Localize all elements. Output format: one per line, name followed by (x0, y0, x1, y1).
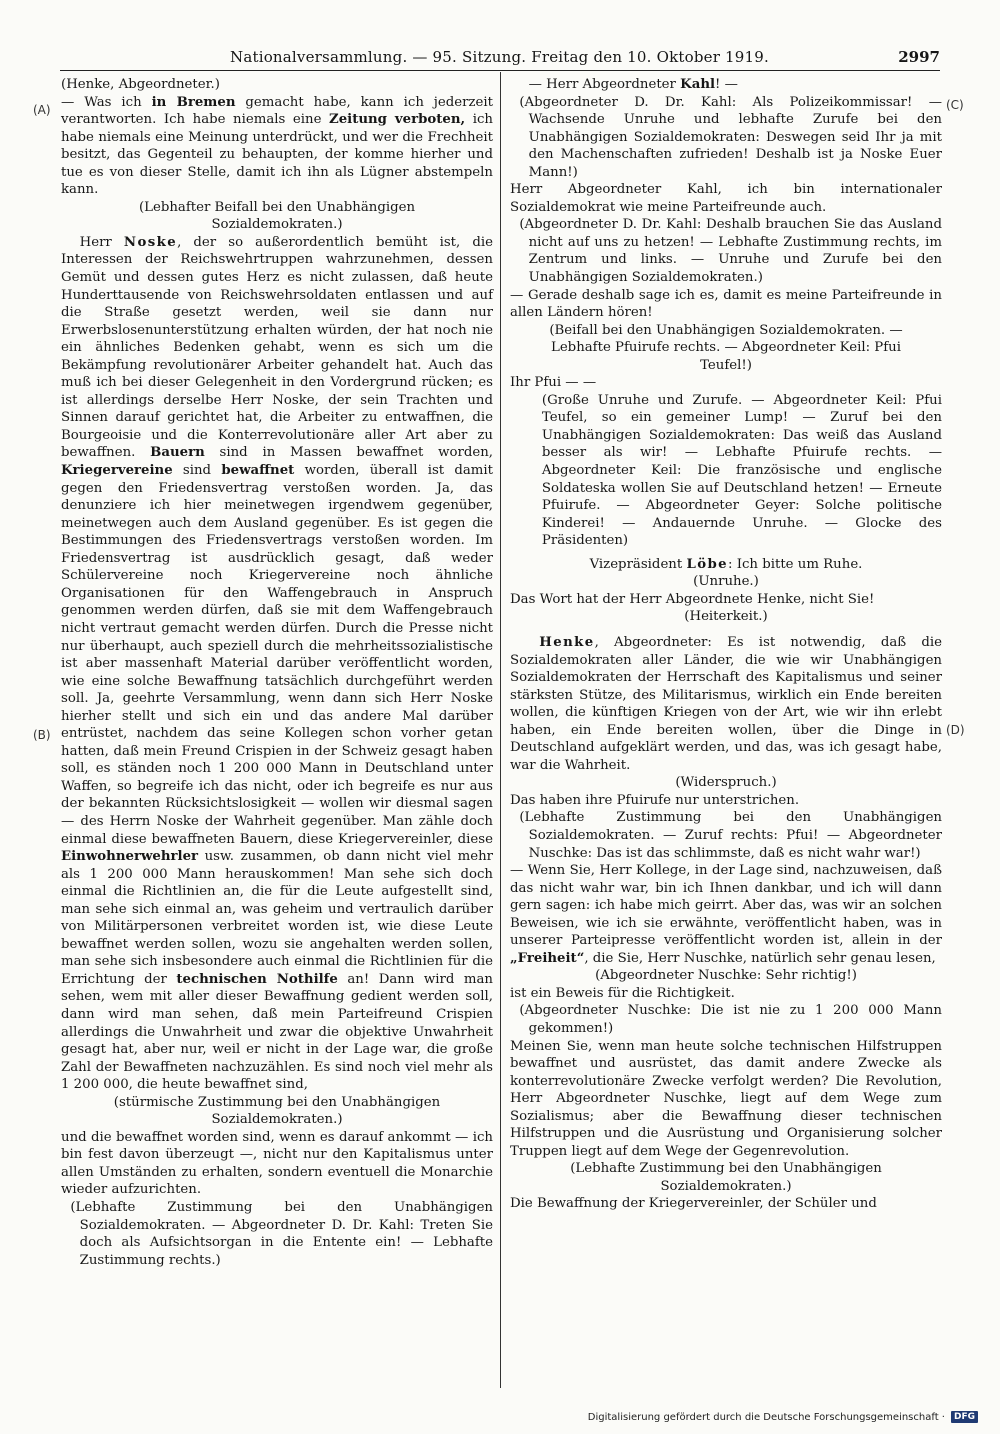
paragraph: Das Wort hat der Herr Abgeordnete Henke, nicht Sie! (510, 591, 875, 607)
emphasis: Einwohnerwehrler (61, 849, 199, 865)
paragraph: Meinen Sie, wenn man heute solche technischen Hilfstruppen bewaffnet und ausrüstet, das damit andere Zwecke als konterrevolutionäre Zwecke verfolgt werden? Die Revolution, Herr Abgeordneter Nuschke, liegt auf dem Wege zum Sozialismus; aber die Bewaffnung dieser technischen Hilfstruppen und die Ausrüstung und Organisierung solcher Truppen liegt auf dem Wege der Gegenrevolution. (510, 1038, 942, 1159)
emphasis: „Freiheit“ (510, 950, 585, 966)
interjection: (Lebhafte Zustimmung bei den Unabhängigen Sozialdemokraten. — Abgeordneter D. Dr. Kahl: Treten Sie doch als Aufsichtsorgan in die Entente ein! — Lebhafte Zustimmung rechts.) (70, 1200, 493, 1268)
left-column (61, 76, 493, 1269)
text-run: — Was ich (61, 94, 152, 110)
text-run: Vizepräsident (589, 556, 687, 572)
text-run: gemacht habe, kann ich jederzeit verantworten. Ich habe niemals eine (61, 94, 493, 128)
interjection: (Lebhafter Beifall bei den Unabhängigen Sozialdemokraten.) (138, 199, 416, 233)
emphasis: bewaffnet (221, 463, 295, 479)
text-run: an! Dann wird man sehen, wem mit aller dieser Bewaffnung gedient werden soll, dann wird man sehen, daß mein Parteifreund Crispien allerdings die Unwahrheit und zwar die objektive Unwahrheit gesagt hat, aber nur, weil er nicht in der Lage war, die große Zahl der Bewaffneten nachzuzählen. Es sind noch viel mehr als 1 200 000, die heute bewaffnet sind, (61, 971, 493, 1093)
text-run: , Abgeordneter: Es ist notwendig, daß die Sozialdemokraten aller Länder, die wie wir Unabhängigen Sozialdemokraten der Herrschaft des Kapitalismus und seiner stärksten Stütze, des Militarismus, wirklich ein Ende bereiten wollen, die künftigen Kriegen von der Art, wie wir ihn erlebt haben, ein Ende bereiten wollen, über die Dinge in Deutschland aufgeklärt werden, und das, was ich gesagt habe, war die Wahrheit. (510, 634, 942, 773)
right-column (510, 76, 942, 1213)
column-divider (500, 72, 501, 1388)
text-run: worden, überall ist damit gegen den Friedensvertrag verstoßen worden. Ja, das denunziere ich hier meinetwegen irgendwem gegenüber, meinetwegen auch dem Ausland gegenüber. Es ist gegen die Bestimmungen des Friedensvertrags verstoßen worden. Im Friedensvertrag ist ausdrücklich gesagt, daß weder Schülervereine noch Kriegervereine noch ähnliche Organisationen für den Waffengebrauch in Anspruch genommen werden dürfen, daß sie mit dem Waffengebrauch nicht vertraut gemacht werden dürfen. Durch die Presse nicht nur überhaupt, auch speziell durch die mehrheitssozialistische ist aber massenhaft Material darüber veröffentlicht worden, wie eine solche Bewaffnung tatsächlich durchgeführt werden soll. Ja, geehrte Versammlung, wenn dann sich Herr Noske hierher stellt und sich ein und das andere Mal darüber entrüstet, nachdem das seine Kollegen schon vorher getan hatten, daß mein Freund Crispien in der Schweiz gesagt haben soll, es ständen noch 1 200 000 Mann in Deutschland unter Waffen, so begreife ich das nicht, oder ich begreife es nur aus der bekannten Rücksichtslosigkeit — wollen wir diesmal sagen — des Herrn Noske der Wahrheit gegenüber. Man zähle doch einmal diese bewaffneten Bauern, diese Kriegervereinler, diese (61, 463, 493, 847)
text-run: — Herr Abgeordneter (528, 77, 681, 92)
paragraph: Herr Abgeordneter Kahl, ich bin internationaler Sozialdemokrat wie meine Parteifreunde auch. (510, 182, 942, 215)
speaker-label: (Henke, Abgeordneter.) (61, 77, 220, 92)
text-run: Herr (79, 234, 124, 250)
text-run: ich habe niemals eine Meinung unterdrückt, und wer die Frechheit besitzt, das Gegenteil zu behaupten, der komme hierher und tue es von dieser Stelle, damit ich ihn als Lügner abstempeln kann. (61, 112, 493, 198)
paragraph: Ihr Pfui — — (510, 375, 597, 391)
interjection: (Abgeordneter Nuschke: Die ist nie zu 1 200 000 Mann gekommen!) (519, 1003, 942, 1036)
text-run: — Wenn Sie, Herr Kollege, in der Lage sind, nachzuweisen, daß das nicht wahr war, bin ich Ihnen dankbar, und ich will dann gern sagen: ich habe mich geirrt. Aber das, was wir an solchen Beweisen, wie ich sie erwähnte, veröffentlicht haben, was in unserer Parteipresse veröffentlicht worden ist, allein in der (510, 863, 942, 949)
credit-text: Digitalisierung gefördert durch die Deutsche Forschungsgemeinschaft · (587, 1411, 945, 1423)
text-run: sind (172, 463, 222, 479)
emphasis: Löbe (686, 556, 729, 572)
margin-marker-d: (D) (946, 723, 965, 737)
paragraph: Die Bewaffnung der Kriegervereinler, der Schüler und (510, 1196, 877, 1212)
emphasis: technischen Nothilfe (176, 971, 338, 987)
speaker-name: Henke (539, 634, 595, 650)
digitization-credit (588, 1410, 978, 1424)
interjection: (Abgeordneter D. Dr. Kahl: Deshalb brauchen Sie das Ausland nicht auf uns zu hetzen! — Lebhafte Zustimmung rechts, im Zentrum und links. — Unruhe und Zurufe bei den Unabhängigen Sozialdemokraten.) (519, 217, 942, 286)
text-run: , die Sie, Herr Nuschke, natürlich sehr genau lesen, (584, 950, 936, 966)
presiding-remark (510, 556, 942, 574)
paragraph (61, 234, 493, 1094)
header-rule (60, 70, 940, 71)
margin-marker-a: (A) (33, 103, 51, 117)
interjection: (Große Unruhe und Zurufe. — Abgeordneter Keil: Pfui Teufel, so ein gemeiner Lump! — Zuruf bei den Unabhängigen Sozialdemokraten: Das weiß das Ausland besser als wir! — Lebhafte Pfuirufe rechts. — Abgeordneter Keil: Die französische und englische Soldateska wollen Sie auf Deutschland hetzen! — Erneute Pfuirufe. — Abgeordneter Geyer: Solche politische Kinderei! — Andauernde Unruhe. — Glocke des Präsidenten) (541, 392, 942, 549)
page-header (60, 48, 940, 70)
margin-marker-c: (C) (946, 98, 964, 112)
interjection: (Heiterkeit.) (684, 609, 768, 625)
paragraph: Das haben ihre Pfuirufe nur unterstrichen. (510, 792, 800, 808)
interjection: (stürmische Zustimmung bei den Unabhängigen Sozialdemokraten.) (113, 1094, 441, 1128)
paragraph (510, 634, 942, 774)
emphasis: Noske (123, 234, 178, 250)
emphasis: Kahl (680, 77, 716, 92)
running-title: Nationalversammlung. — 95. Sitzung. Freitag den 10. Oktober 1919. (230, 48, 769, 66)
interjection: (Widerspruch.) (675, 775, 777, 791)
text-run: sind in Massen bewaffnet worden, (204, 445, 493, 461)
paragraph: ist ein Beweis für die Richtigkeit. (510, 985, 735, 1001)
text-run: , der so außerordentlich bemüht ist, die Interessen der Reichswehrtruppen wahrzunehmen, dessen Gemüt und dessen gutes Herz es nicht zulassen, daß heute Hunderttausende von Reichswehrsoldaten entlassen und auf die Straße gesetzt werden, weil sie dann nur Erwerbslosenunterstützung erhalten würden, der hat noch nie ein ähnliches Bedenken gehabt, wenn es sich um die Bekämpfung revolutionärer Arbeiter gehandelt hat. Auch das muß ich bei dieser Gelegenheit in den Vordergrund rücken; es ist allerdings derselbe Herr Noske, der sein Trachten und Sinnen darauf gerichtet hat, die Arbeiter zu entwaffnen, die Bourgeoisie und die Konterrevolutionäre aller Art aber zu bewaffnen. (61, 234, 493, 461)
interjection: (Abgeordneter Nuschke: Sehr richtig!) (595, 968, 857, 984)
emphasis: Zeitung verboten, (328, 112, 466, 128)
text-run: usw. zusammen, ob dann nicht viel mehr als 1 200 000 Mann herauskommen! Man sehe sich doch einmal die Richtlinien an, die für die Leute aufgestellt sind, man sehe sich einmal an, was geheim und vertraulich darüber von Militärpersonen verbreitet worden ist, wie diese Leute bewaffnet werden sollen, wozu sie angehalten werden sollen, man sehe sich insbesondere auch einmal die Richtlinien für die Errichtung der (61, 849, 493, 987)
emphasis: Kriegervereine (61, 463, 173, 479)
interjection: (Abgeordneter D. Dr. Kahl: Als Polizeikommissar! — Wachsende Unruhe und lebhafte Zurufe bei den Unabhängigen Sozialdemokraten: Deswegen seid Ihr ja mit den Machenschaften zufrieden! Deshalb ist ja Noske Euer Mann!) (519, 94, 942, 180)
paragraph (61, 94, 493, 199)
paragraph (510, 76, 942, 94)
interjection: (Unruhe.) (693, 574, 759, 590)
paragraph: — Gerade deshalb sage ich es, damit es meine Parteifreunde in allen Ländern hören! (510, 287, 942, 321)
text-run: ! — (715, 77, 738, 92)
margin-marker-b: (B) (33, 728, 51, 742)
speaker-line (61, 76, 493, 94)
text-run: : Ich bitte um Ruhe. (728, 556, 863, 572)
paragraph (510, 862, 942, 967)
interjection: (Lebhafte Zustimmung bei den Unabhängigen Sozialdemokraten. — Zuruf rechts: Pfui! — Abgeordneter Nuschke: Das ist das schlimmste, daß es nicht wahr war!) (519, 810, 942, 861)
emphasis: Bauern (150, 445, 205, 461)
page-number: 2997 (898, 48, 940, 66)
interjection: (Lebhafte Zustimmung bei den Unabhängigen Sozialdemokraten.) (570, 1161, 882, 1194)
paragraph: und die bewaffnet worden sind, wenn es darauf ankommt — ich bin fest davon überzeugt —, nicht nur den Kapitalismus unter allen Umständen zu erhalten, sondern eventuell die Monarchie wieder aufzurichten. (61, 1129, 493, 1198)
dfg-logo: DFG (951, 1411, 978, 1423)
interjection: (Beifall bei den Unabhängigen Sozialdemokraten. — Lebhafte Pfuirufe rechts. — Abgeordneter Keil: Pfui Teufel!) (549, 322, 903, 373)
emphasis: in Bremen (151, 94, 236, 110)
